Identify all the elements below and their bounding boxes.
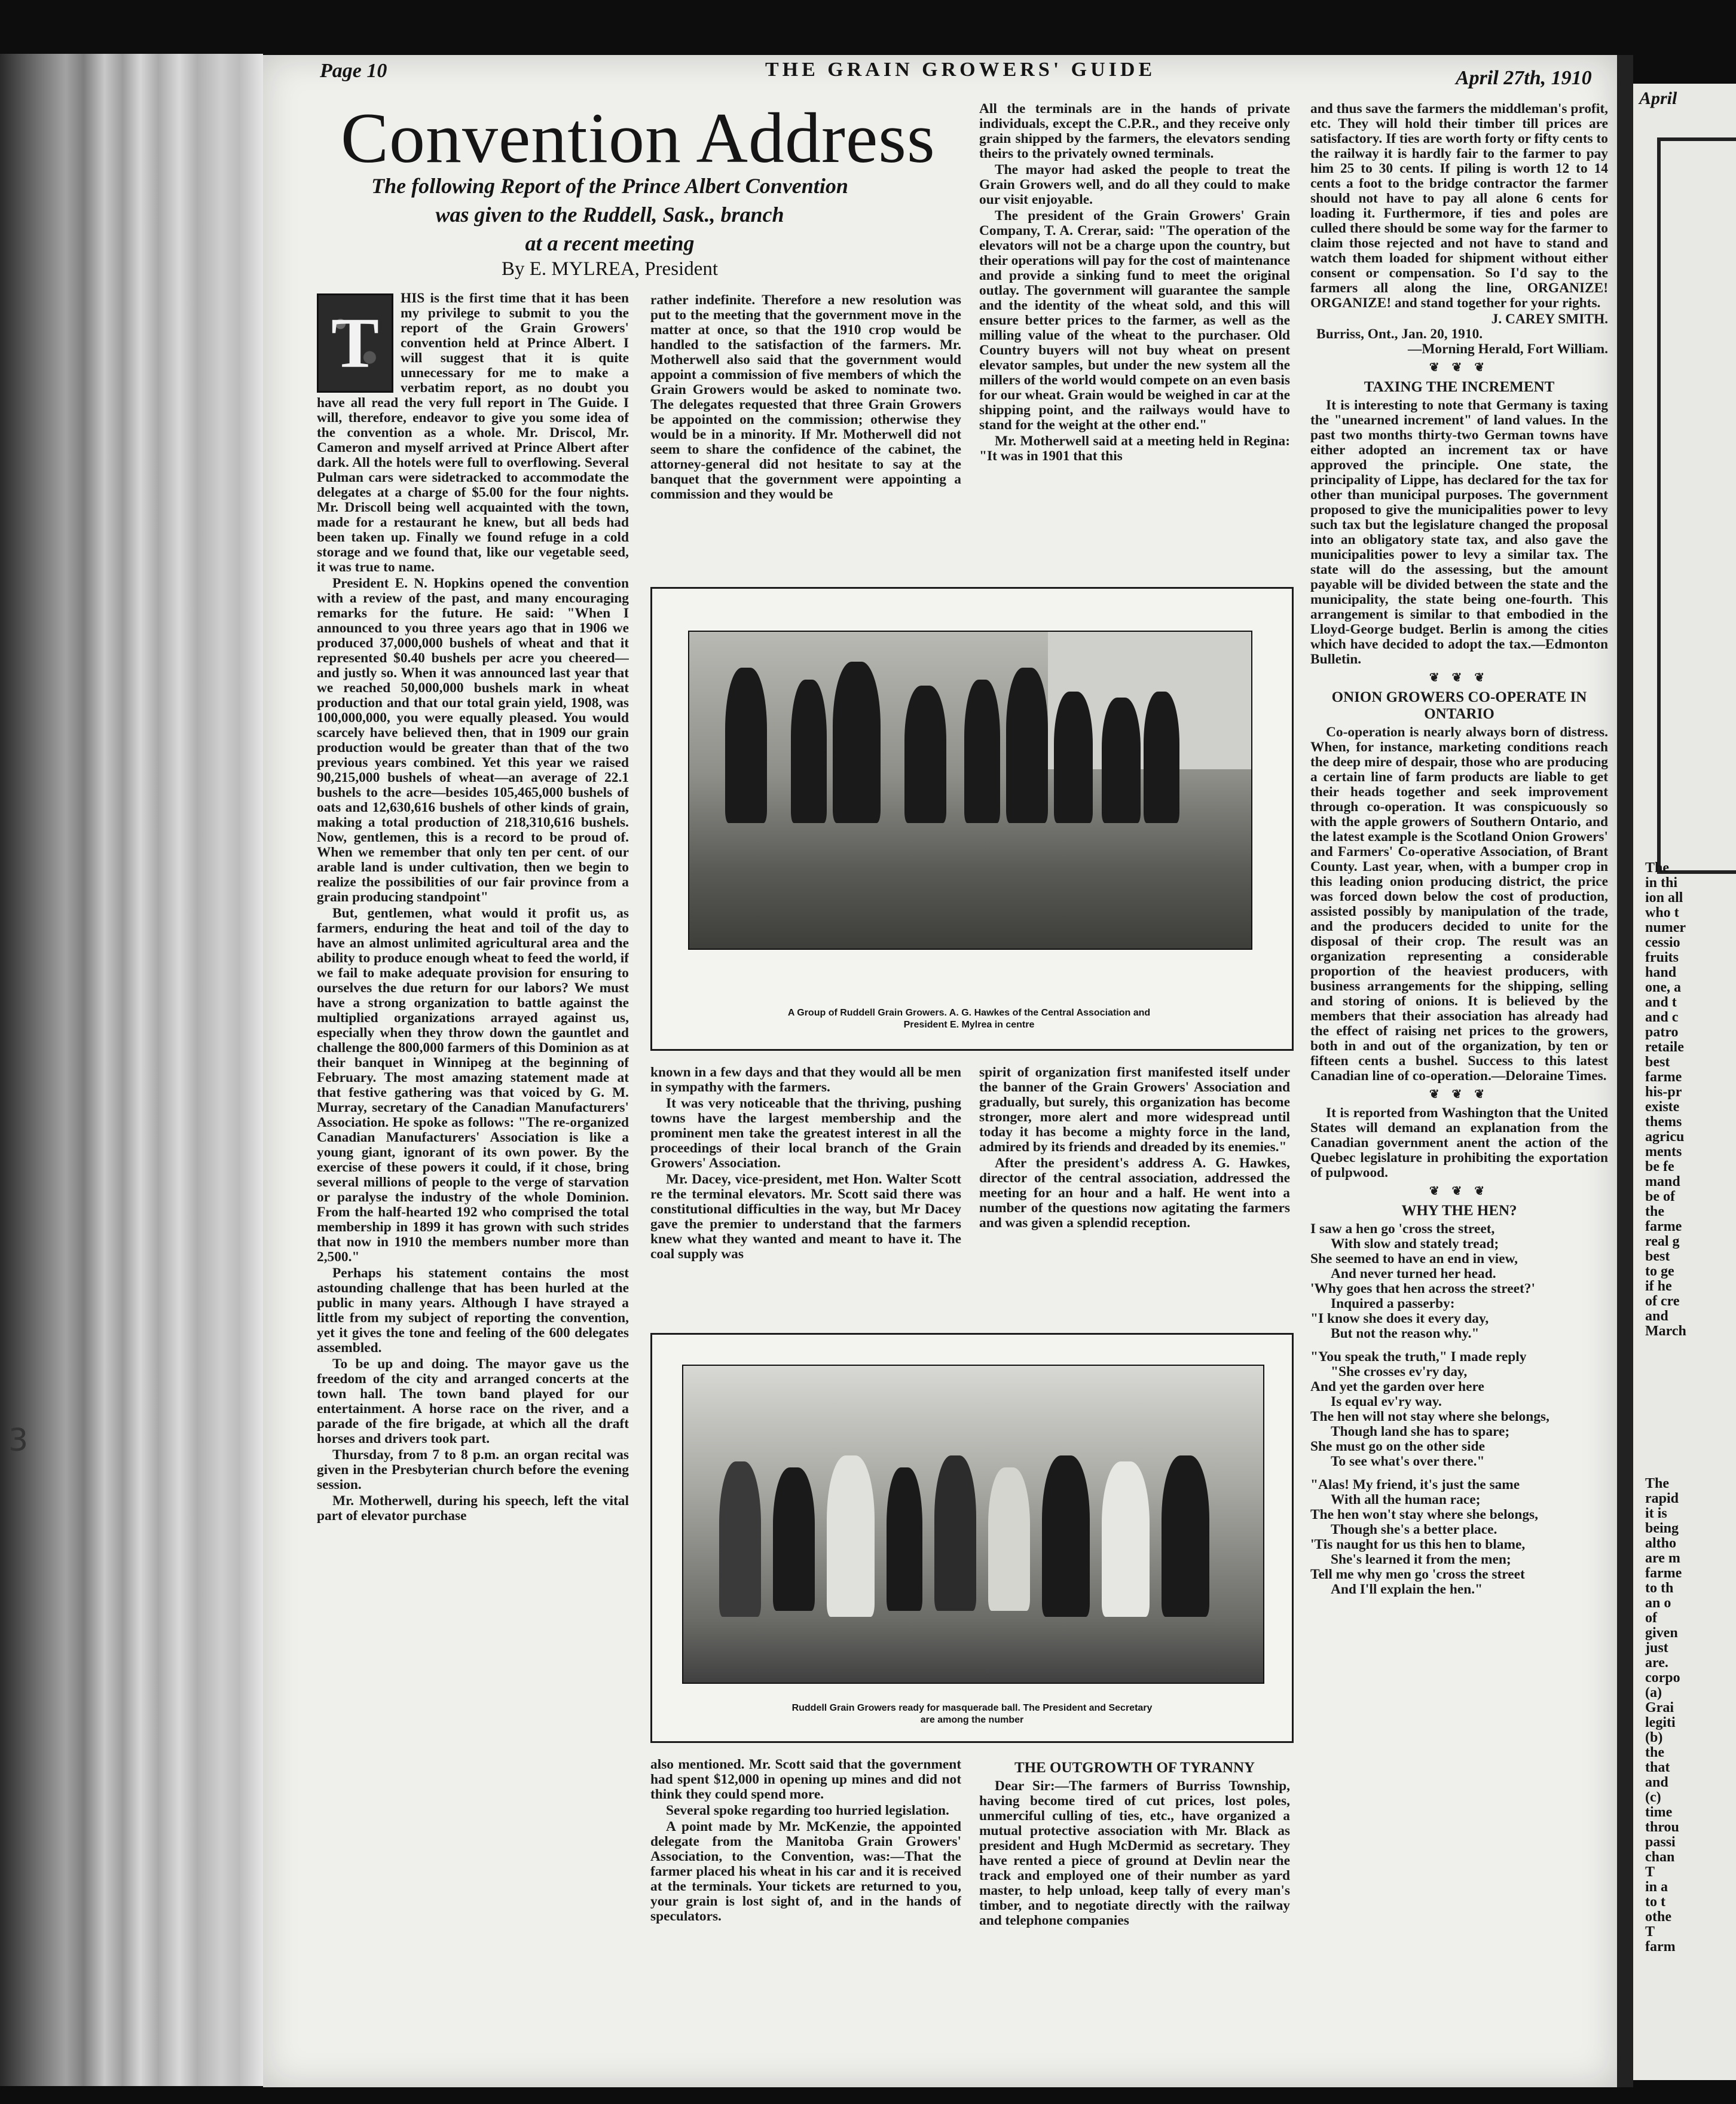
poem-line: To see what's over there." — [1331, 1454, 1485, 1469]
facing-page-word: farm — [1645, 1939, 1676, 1955]
article-column-1 — [317, 291, 629, 1965]
photo-caption — [682, 1702, 1262, 1726]
drop-cap: T — [317, 293, 393, 393]
facing-page-word: (a) — [1645, 1685, 1662, 1701]
subtitle-line: was given to the Ruddell, Sask., branch — [435, 203, 784, 227]
poem-line: She's learned it from the men; — [1331, 1552, 1511, 1567]
facing-page-word: an o — [1645, 1595, 1671, 1611]
facing-page-word: farme — [1645, 1565, 1682, 1581]
facing-page-word: the — [1645, 1745, 1664, 1760]
facing-page-word: real g — [1645, 1234, 1680, 1249]
byline: By E. MYLREA, President — [501, 258, 719, 280]
facing-page-word: mand — [1645, 1174, 1680, 1189]
poem-line: "I know she does it every day, — [1310, 1311, 1489, 1326]
paragraph: But, gentlemen, what would it profit us, as farmers, enduring the heat and toil of the day to have an almost unlimited agricultural area and the ability to produce enough wheat to feed the world, if we fail to make adequate provision for ensuring to ourselves the due return for our labors? We must have a strong organization to battle against the multiplied organizations arrayed against us, especially when they throw down the gauntlet and challenge the 800,000 farmers of this Dominion as at their banquet in Winnipeg at the beginning of February. The most amazing statement made at that festive gathering was that voiced by G. M. Murray, secretary of the Canadian Manufacturers' Association. He spoke as follows: "The re-organized Canadian Manufacturers' Association is like a young giant, ignorant of its own power. By the exercise of these powers it could, if it chose, bring several millions of people to the verge of starvation or paralyse the industry of the whole Dominion. From the half-hearted 192 who comprised the total membership in 1899 it has grown with such strides that now in 1910 the members number more than 2,500." — [317, 906, 629, 1265]
group-photo — [688, 631, 1252, 950]
facing-page-word: altho — [1645, 1536, 1677, 1551]
facing-page-word: patro — [1645, 1025, 1679, 1040]
facing-page-word: fruits — [1645, 950, 1679, 965]
facing-page-word: The — [1645, 1476, 1670, 1491]
poem-line: Is equal ev'ry way. — [1331, 1394, 1442, 1409]
person-figure — [1102, 698, 1141, 823]
poem-line: She must go on the other side — [1310, 1439, 1485, 1454]
facing-page-word: retaile — [1645, 1039, 1684, 1055]
facing-page-word: being — [1645, 1521, 1679, 1536]
paragraph: It was very noticeable that the thriving, pushing towns have the largest membership and the prominent men take the greatest interest in all the proceedings of their local branch of the Grain Growers' Association. — [650, 1096, 961, 1171]
facing-page-word: and c — [1645, 1010, 1679, 1025]
facing-page-word: ments — [1645, 1144, 1682, 1160]
facing-page-word: to th — [1645, 1580, 1674, 1596]
facing-page-word: and — [1645, 1308, 1668, 1324]
paragraph: rather indefinite. Therefore a new resolution was put to the meeting that the government move in the matter at once, so that the 1910 crop would be handled to the satisfaction of the farmers. Mr. Motherwell also said that the government would appoint a commission of five members of which the Grain Growers would be asked to nominate two. The delegates requested that three Grain Growers be appointed on the commission; otherwise they would be in a minority. If Mr. Motherwell did not seem to share the confidence of the cabinet, the attorney-general did not hesitate to say at the banquet that the government were appointing a commission and they would be — [650, 293, 961, 502]
facing-page-word: be of — [1645, 1189, 1675, 1204]
paragraph: The president of the Grain Growers' Grain Company, T. A. Crerar, said: "The operation of the elevators will not be a charge upon the country, but their operations will pay for the cost of maintenance and provide a sinking fund to meet the original outlay. The government will guarantee the sample and the identity of the wheat sold, and this will ensure better prices to the farmer, as well as the milling value of the wheat to the purchaser. Old Country buyers will not buy wheat on present elevator samples, but under the new system all the millers of the world would compete on an even basis for our wheat. Grain would be weighed in car at the shipping point, and the railways would have to stand for the weight at the other end." — [979, 208, 1290, 433]
paragraph: Mr. Dacey, vice-president, met Hon. Walter Scott re the terminal elevators. Mr. Scott said there was constitutional difficulties in the way, but Mr Dacey gave the premier to understand that the farmers knew what they wanted and meant to have it. The coal supply was — [650, 1172, 961, 1262]
person-figure — [1042, 1455, 1090, 1617]
paragraph: Mr. Motherwell, during his speech, left the vital part of elevator purchase — [317, 1493, 629, 1524]
facing-page-box — [1657, 137, 1736, 874]
taxing-heading: TAXING THE INCREMENT — [1364, 379, 1555, 395]
facing-page-word: are m — [1645, 1551, 1680, 1566]
facing-page-word: (b) — [1645, 1730, 1663, 1745]
facing-page-word: chan — [1645, 1849, 1675, 1865]
facing-page-word: cessio — [1645, 935, 1680, 950]
paragraph: Perhaps his statement contains the most astounding challenge that has been hurled at the public in many years. Although I have strayed a little from my subject of reporting the convention, yet it gives the tone and feeling of the 600 delegates assembled. — [317, 1265, 629, 1356]
paragraph: The mayor had asked the people to treat the Grain Growers well, and do all they could to make our visit enjoyable. — [979, 162, 1290, 207]
person-figure — [1162, 1455, 1209, 1617]
person-figure — [833, 662, 881, 823]
letter-column — [979, 1756, 1290, 1956]
paragraph: Mr. Motherwell said at a meeting held in Regina: "It was in 1901 that this — [979, 433, 1290, 464]
facing-page-word: are. — [1645, 1655, 1668, 1671]
person-figure — [988, 1467, 1030, 1611]
facing-page-header: April — [1639, 88, 1677, 108]
facing-page-word: be fe — [1645, 1159, 1674, 1175]
article-column-3-top — [979, 102, 1290, 625]
person-figure — [964, 680, 1000, 823]
masthead: THE GRAIN GROWERS' GUIDE — [765, 59, 1156, 81]
heading-line: ONION GROWERS CO-OPERATE IN — [1331, 689, 1587, 705]
facing-page-word: March — [1645, 1323, 1686, 1339]
facing-page-word: and t — [1645, 995, 1677, 1010]
poem-line: "Alas! My friend, it's just the same — [1310, 1477, 1520, 1493]
margin-mark: 3 — [8, 1423, 29, 1458]
poem-line: I saw a hen go 'cross the street, — [1310, 1221, 1495, 1237]
poem-line: With slow and stately tread; — [1331, 1236, 1499, 1252]
person-figure — [827, 1455, 875, 1617]
facing-page-word: one, a — [1645, 980, 1681, 995]
page-gutter — [1617, 55, 1633, 2087]
letter-place-date: Burriss, Ont., Jan. 20, 1910. — [1316, 326, 1483, 342]
pulpwood-note: It is reported from Washington that the United States will demand an explanation from the Canadian government anent the action of the Quebec legislature in prohibiting the exportation of pulpwood. — [1310, 1105, 1608, 1181]
poem-line: And yet the garden over here — [1310, 1379, 1484, 1394]
letter-source: —Morning Herald, Fort William. — [1407, 341, 1608, 357]
facing-page-word: rapid — [1645, 1491, 1679, 1506]
poem-stanza — [1310, 1478, 1608, 1597]
poem-line: 'Tis naught for us this hen to blame, — [1310, 1537, 1526, 1552]
facing-page-word: (c) — [1645, 1790, 1661, 1805]
poem-line: And never turned her head. — [1331, 1266, 1496, 1282]
issue-date: April 27th, 1910 — [1456, 67, 1592, 89]
article-column-2-mid — [650, 1065, 961, 1316]
facing-page-word: that — [1645, 1760, 1670, 1775]
heading-line: ONTARIO — [1424, 706, 1494, 722]
person-figure — [1102, 1461, 1150, 1617]
poem-stanza — [1310, 1222, 1608, 1341]
ornament-divider: ❦ ❦ ❦ — [1429, 1088, 1490, 1101]
poem-line: 'Why goes that hen across the street?' — [1310, 1281, 1535, 1296]
facing-page-word: given — [1645, 1625, 1678, 1641]
newspaper-page — [263, 55, 1617, 2087]
poem-line: Though land she has to spare; — [1331, 1424, 1510, 1439]
onion-body: Co-operation is nearly always born of distress. When, for instance, marketing conditions reach the deep mire of despair, those who are producing a certain line of farm products are liable to get their heads together and seek improvement through co-operation. It was conspicuously so with the apple growers of Southern Ontario, and the latest example is the Scotland Onion Growers' and Farmers' Co-operative Association, of Brant County. Last year, when, with a bumper crop in this leading onion producing district, the price was forced down below the cost of production, assisted possibly by manipulation of the trade, and the producers decided to unite for the disposal of their crop. The result was an organization representing a considerable proportion of the heaviest producers, with business arrangements for the shipping, selling and storing of onions. It is believed by the members that their association has already had the effect of raising net prices to the growers, both in and out of the organization, by ten or fifteen cents a bushel. Success to this latest Canadian line of co-operation.—Deloraine Times. — [1310, 724, 1608, 1084]
subtitle-line: The following Report of the Prince Albert Convention — [371, 174, 848, 198]
person-figure — [1006, 668, 1048, 823]
paragraph: known in a few days and that they would all be men in sympathy with the farmers. — [650, 1065, 961, 1095]
photo-frame-group — [650, 587, 1294, 1051]
facing-page-word: in thi — [1645, 875, 1678, 891]
caption-line: Ruddell Grain Growers ready for masquerade ball. The President and Secretary — [791, 1703, 1153, 1713]
poem-line: But not the reason why." — [1331, 1326, 1480, 1341]
poem-stanza — [1310, 1350, 1608, 1469]
photo-caption — [688, 1007, 1250, 1031]
facing-page-word: to t — [1645, 1894, 1665, 1910]
paragraph: After the president's address A. G. Hawkes, director of the central association, addressed the meeting for an hour and a half. He went into a number of the questions now agitating the farmers and was given a splendid reception. — [979, 1155, 1290, 1231]
book-spine — [0, 54, 263, 2086]
person-figure — [1144, 692, 1179, 823]
poem-line: Inquired a passerby: — [1331, 1296, 1455, 1311]
person-figure — [725, 668, 767, 823]
caption-line: are among the number — [920, 1715, 1024, 1725]
page-number: Page 10 — [320, 60, 387, 82]
letter-signature: J. CAREY SMITH. — [1491, 311, 1608, 327]
subtitle-line: at a recent meeting — [525, 231, 695, 255]
ornament-divider: ❦ ❦ ❦ — [1429, 361, 1490, 374]
poem-line: Though she's a better place. — [1331, 1522, 1497, 1537]
facing-page-word: throu — [1645, 1819, 1679, 1835]
facing-page-word: ion all — [1645, 890, 1683, 906]
article-column-2-top — [650, 293, 961, 625]
poem-line: And I'll explain the hen." — [1331, 1582, 1483, 1597]
ornament-divider: ❦ ❦ ❦ — [1429, 671, 1490, 684]
masquerade-photo — [682, 1365, 1264, 1684]
letter-heading: THE OUTGROWTH OF TYRANNY — [1014, 1760, 1255, 1776]
poem-heading: WHY THE HEN? — [1401, 1203, 1517, 1219]
person-figure — [791, 680, 827, 823]
caption-line: A Group of Ruddell Grain Growers. A. G. Hawkes of the Central Association and — [787, 1008, 1151, 1018]
facing-page-word: agricu — [1645, 1129, 1685, 1145]
facing-page-word: to ge — [1645, 1264, 1674, 1279]
poem-line: "You speak the truth," I made reply — [1310, 1349, 1527, 1365]
paragraph: spirit of organization first manifested itself under the banner of the Grain Growers' Association and gradually, but surely, this organization has become stronger, more alert and more widespread until today it has become a mighty force in the land, admired by its friends and dreaded by its enemies." — [979, 1065, 1290, 1155]
facing-page-word: passi — [1645, 1834, 1676, 1850]
article-title: Convention Address — [341, 98, 936, 178]
article-column-3-mid — [979, 1065, 1290, 1316]
person-figure — [773, 1467, 815, 1611]
poem — [1310, 1222, 1608, 1597]
facing-page-word: just — [1645, 1640, 1668, 1656]
poem-line: "She crosses ev'ry day, — [1331, 1364, 1468, 1380]
facing-page-word: best — [1645, 1054, 1670, 1070]
facing-page-word: who t — [1645, 905, 1679, 921]
facing-page-word: farme — [1645, 1069, 1682, 1085]
facing-page-word: othe — [1645, 1909, 1671, 1925]
paragraph: All the terminals are in the hands of private individuals, except the C.P.R., and they receive only grain shipped by the farmers, the elevators sending theirs to the privately owned terminals. — [979, 102, 1290, 161]
facing-page-word: the — [1645, 1204, 1664, 1219]
facing-page-edge — [1633, 84, 1736, 2080]
caption-line: President E. Mylrea in centre — [903, 1020, 1035, 1030]
paragraph: HIS is the first time that it has been my privilege to submit to you the report of the Grain Growers' convention held at Prince Albert. I will suggest that it is quite unnecessary for me to make a verbatim report, as no doubt you have all read the very full report in The Guide. I will, therefore, endeavor to give you some idea of the convention as a whole. Mr. Driscol, Mr. Cameron and myself arrived at Prince Albert after dark. All the hotels were full to overflowing. Several Pulman cars were sidetracked to accommodate the delegates at a charge of $5.00 for the four nights. Mr. Driscoll being well acquainted with the town, made for a restaurant he knew, but all beds had been taken up. Finally we found refuge in a cold storage and we found that, like our vegetable seed, it was true to name. — [317, 291, 629, 575]
facing-page-word: farme — [1645, 1219, 1682, 1234]
facing-page-word: The — [1645, 860, 1670, 876]
poem-line: With all the human race; — [1331, 1492, 1481, 1507]
onion-heading — [1310, 689, 1608, 723]
poem-line: She seemed to have an end in view, — [1310, 1251, 1518, 1267]
article-column-2-bottom — [650, 1757, 961, 1955]
person-figure — [887, 1467, 922, 1611]
facing-page-column — [1645, 1476, 1682, 1955]
facing-page-word: time — [1645, 1805, 1673, 1820]
person-figure — [719, 1461, 761, 1617]
facing-page-word: T — [1645, 1924, 1655, 1940]
facing-page-word: corpo — [1645, 1670, 1680, 1686]
facing-page-word: and — [1645, 1775, 1668, 1790]
facing-page-word: thems — [1645, 1114, 1682, 1130]
person-figure — [934, 1455, 976, 1611]
paragraph: To be up and doing. The mayor gave us the freedom of the city and arranged concerts at the town hall. The town band played for our entertainment. A horse race on the river, and a parade of the fire brigade, at which all the draft horses and drivers took part. — [317, 1356, 629, 1446]
paragraph: President E. N. Hopkins opened the convention with a review of the past, and many encouraging remarks for the future. He said: "When I announced to you three years ago that in 1906 we produced 37,000,000 bushels of wheat and that it represented $0.40 bushels per acre you cheered—and justly so. When it was announced last year that we reached 50,000,000 bushels mark in wheat production and that our total grain yield, 1908, was 100,000,000, you were equally pleased. You would scarcely have believed then, that in 1909 our grain production would be greater than that of the two previous years combined. Yet this year we raised 90,215,000 bushels of wheat—an average of 22.1 bushels to the acre—besides 105,465,000 bushels of oats and 12,630,616 bushels of other kinds of grain, making a total production of 218,310,616 bushels. Now, gentlemen, this is a record to be proud of. When we remember that only ten per cent. of our arable land is under cultivation, then we begin to realize the possibilities of our fair province from a grain producing standpoint" — [317, 576, 629, 905]
facing-page-word: existe — [1645, 1099, 1680, 1115]
ornament-divider: ❦ ❦ ❦ — [1429, 1185, 1490, 1198]
facing-page-word: hand — [1645, 965, 1677, 980]
article-subtitle — [365, 172, 855, 258]
paragraph: A point made by Mr. McKenzie, the appointed delegate from the Manitoba Grain Growers' Association, to the Convention, was:—That the farmer placed his wheat in his car and it is received at the terminals. Your tickets are returned to you, your grain is lost sight of, and in the hands of speculators. — [650, 1819, 961, 1924]
paragraph: also mentioned. Mr. Scott said that the government had spent $12,000 in opening up mines and did not think they could spend more. — [650, 1757, 961, 1802]
facing-page-column — [1645, 861, 1686, 1339]
facing-page-word: it is — [1645, 1506, 1667, 1521]
facing-page-word: if he — [1645, 1279, 1672, 1294]
article-column-4 — [1310, 102, 1608, 1961]
paragraph: Thursday, from 7 to 8 p.m. an organ recital was given in the Presbyterian church before the evening session. — [317, 1447, 629, 1493]
facing-page-word: T — [1645, 1864, 1655, 1880]
photo-frame-masquerade — [650, 1333, 1294, 1743]
facing-page-word: numer — [1645, 920, 1686, 935]
facing-page-word: of cre — [1645, 1293, 1680, 1309]
poem-line: The hen won't stay where she belongs, — [1310, 1507, 1538, 1522]
facing-page-word: his-pr — [1645, 1084, 1682, 1100]
facing-page-word: legiti — [1645, 1715, 1676, 1730]
letter-body: Dear Sir:—The farmers of Burriss Township, having become tired of cut prices, lost poles, unmerciful culling of ties, etc., have organized a mutual protective association with Mr. Black as president and Hugh McDermid as secretary. They have rented a piece of ground at Devlin near the track and employed one of their number as yard master, to help unload, keep tally of every man's timber, and to negotiate directly with the railway and telephone companies — [979, 1778, 1290, 1928]
facing-page-word: best — [1645, 1249, 1670, 1264]
poem-line: Tell me why men go 'cross the street — [1310, 1567, 1525, 1582]
poem-line: The hen will not stay where she belongs, — [1310, 1409, 1549, 1424]
person-figure — [904, 686, 946, 823]
facing-page-word: of — [1645, 1610, 1657, 1626]
facing-page-word: in a — [1645, 1879, 1668, 1895]
paragraph: Several spoke regarding too hurried legislation. — [666, 1803, 949, 1818]
facing-page-word: Grai — [1645, 1700, 1674, 1715]
person-figure — [1054, 692, 1093, 823]
letter-continued: and thus save the farmers the middleman's profit, etc. They will hold their timber till prices are satisfactory. If ties are worth forty or fifty cents to the railway it is hardly fair to the farmer to pay him 25 to 30 cents. If piling is worth 12 to 14 cents a foot to the bridge contractor the farmer should not have to pay all alone 6 cents for loading it. Furthermore, if ties and poles are culled there should be some way for the farmer to claim those rejected and not have to stand and watch them loaded for shipment without either consent or compensation. So I'd say to the farmers all along the line, ORGANIZE! ORGANIZE! and stand together for your rights. — [1310, 102, 1608, 311]
taxing-body: It is interesting to note that Germany is taxing the "unearned increment" of land values. In the past two months thirty-two German towns have either adopted an increment tax or have approved the principle. One state, the principality of Lippe, has declared for the tax for other than municipal purposes. The government proposed to give the municipalities power to levy such tax but the legislature changed the proposal into an obligatory state tax, and also gave the municipalities power to levy a similar tax. The state will do the assessing, but the amount payable will be divided between the state and the municipality, the state being one-fourth. This arrangement is similar to that embodied in the Lloyd-George budget. Berlin is among the cities which have decided to adopt the tax.—Edmonton Bulletin. — [1310, 397, 1608, 667]
